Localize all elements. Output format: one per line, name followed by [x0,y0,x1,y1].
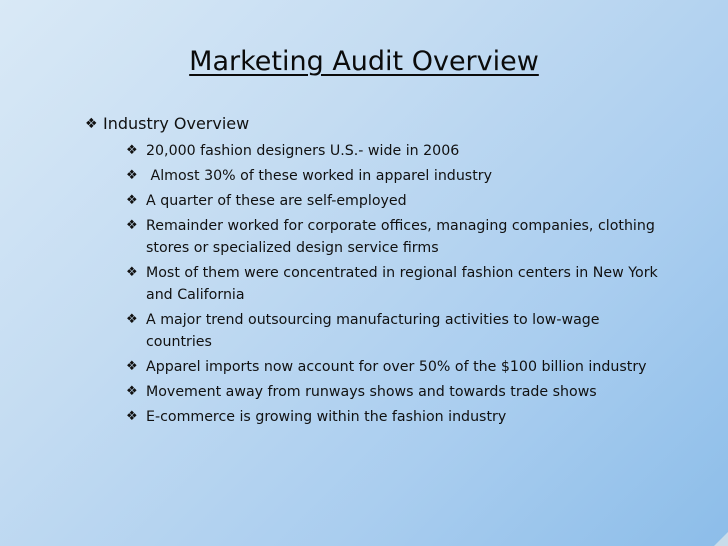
list-item [126,165,666,187]
list-item [126,262,666,306]
list-item-text: Almost 30% of these worked in apparel industry [146,168,492,184]
diamond-bullet-icon: ❖ [126,193,138,208]
diamond-bullet-icon: ❖ [126,359,138,374]
diamond-bullet-icon: ❖ [85,116,98,132]
list-item-text: Remainder worked for corporate offices, managing companies, clothing stores or specialized design service firms [146,218,655,256]
list-item-text: E-commerce is growing within the fashion industry [146,409,507,425]
list-item-text: Most of them were concentrated in regional fashion centers in New York and California [146,265,658,303]
list-item-text: Movement away from runways shows and towards trade shows [146,384,597,400]
list-item-text: 20,000 fashion designers U.S.- wide in 2006 [146,143,460,159]
diamond-bullet-icon: ❖ [126,312,138,327]
page-corner-decoration [714,532,728,546]
diamond-bullet-icon: ❖ [126,168,138,183]
list-item [126,381,666,403]
diamond-bullet-icon: ❖ [126,265,138,280]
list-item [126,190,666,212]
list-item [126,406,666,428]
diamond-bullet-icon: ❖ [126,218,138,233]
bullet-list [126,140,666,431]
diamond-bullet-icon: ❖ [126,143,138,158]
list-item [126,309,666,353]
list-item-text: A major trend outsourcing manufacturing activities to low-wage countries [146,312,600,350]
list-item [126,356,666,378]
list-item-text: Apparel imports now account for over 50% of the $100 billion industry [146,359,647,375]
list-item [126,140,666,162]
diamond-bullet-icon: ❖ [126,384,138,399]
section-heading [85,112,249,136]
list-item [126,215,666,259]
diamond-bullet-icon: ❖ [126,409,138,424]
section-label: Industry Overview [103,114,250,133]
slide-title: Marketing Audit Overview [189,46,539,77]
list-item-text: A quarter of these are self-employed [146,193,407,209]
